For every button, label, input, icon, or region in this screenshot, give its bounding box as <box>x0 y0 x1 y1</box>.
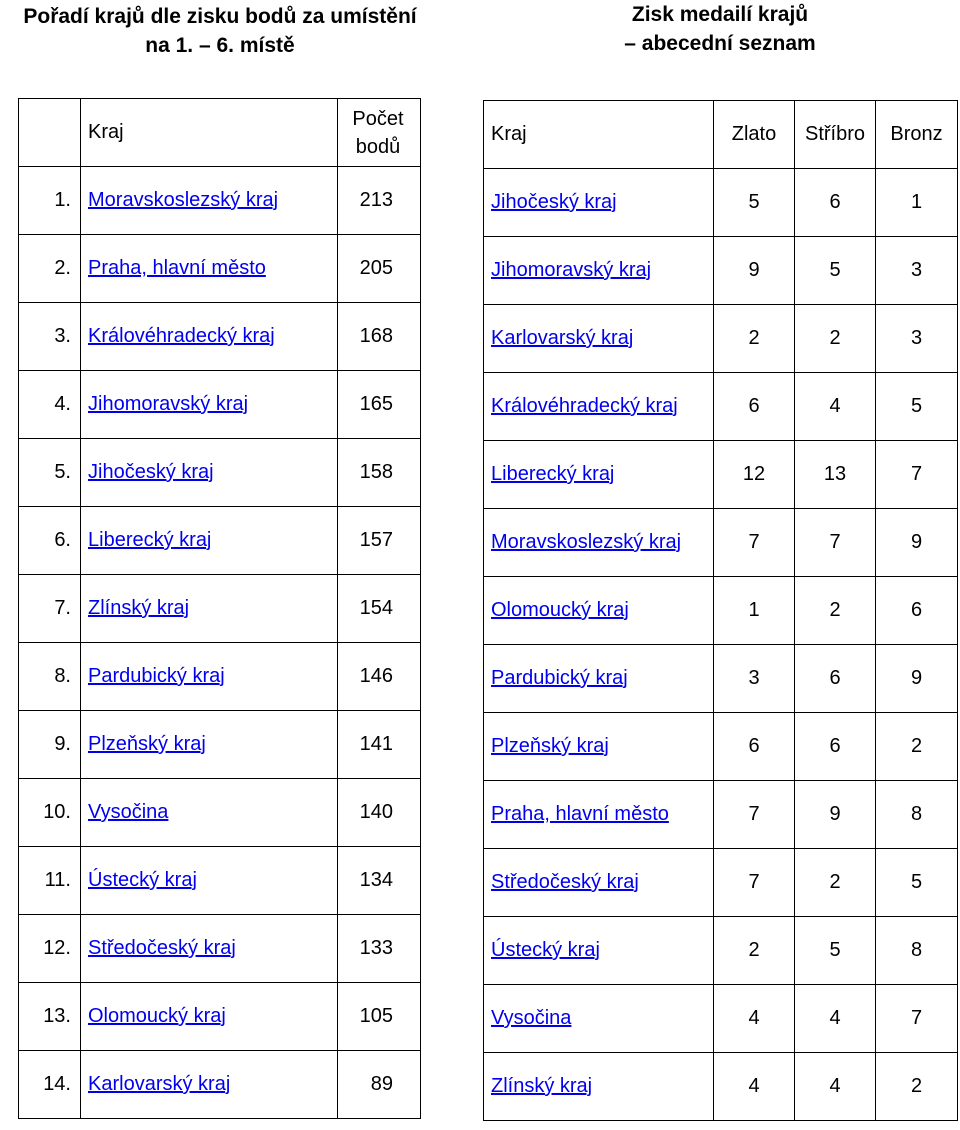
silver-cell: 6 <box>795 713 876 781</box>
region-link[interactable]: Liberecký kraj <box>491 463 615 485</box>
region-link[interactable]: Jihočeský kraj <box>88 461 214 483</box>
silver-cell: 5 <box>795 917 876 985</box>
region-link[interactable]: Ústecký kraj <box>88 869 197 891</box>
bronze-cell: 1 <box>876 169 958 237</box>
region-link[interactable]: Praha, hlavní město <box>491 803 669 825</box>
silver-cell: 7 <box>795 509 876 577</box>
bronze-cell: 7 <box>876 441 958 509</box>
ranking-row <box>19 575 421 643</box>
points-cell: 134 <box>338 847 421 915</box>
ranking-row <box>19 983 421 1051</box>
region-link[interactable]: Zlínský kraj <box>491 1075 593 1097</box>
region-link[interactable]: Královéhradecký kraj <box>491 395 678 417</box>
silver-cell: 5 <box>795 237 876 305</box>
medals-row <box>484 509 958 577</box>
points-cell: 133 <box>338 915 421 983</box>
kraj-header: Kraj <box>81 99 338 167</box>
points-header-line1: Počet <box>352 107 404 130</box>
region-link[interactable]: Karlovarský kraj <box>491 327 634 349</box>
region-cell <box>484 849 714 917</box>
medals-header-row <box>484 101 958 169</box>
gold-cell: 9 <box>714 237 795 305</box>
rank-cell: 14. <box>19 1051 81 1119</box>
medals-row <box>484 373 958 441</box>
ranking-heading <box>0 2 440 60</box>
region-cell <box>81 303 338 371</box>
gold-cell: 7 <box>714 509 795 577</box>
region-cell <box>484 441 714 509</box>
region-cell <box>484 509 714 577</box>
rank-cell: 8. <box>19 643 81 711</box>
rank-cell: 13. <box>19 983 81 1051</box>
region-link[interactable]: Moravskoslezský kraj <box>88 189 279 211</box>
ranking-heading-line2: na 1. – 6. místě <box>145 34 295 57</box>
region-link[interactable]: Plzeňský kraj <box>491 735 609 757</box>
region-link[interactable]: Jihomoravský kraj <box>491 259 652 281</box>
gold-cell: 7 <box>714 849 795 917</box>
medals-heading-line1: Zisk medailí krajů <box>631 3 809 26</box>
ranking-header-row <box>19 99 421 167</box>
points-cell: 141 <box>338 711 421 779</box>
medals-row <box>484 917 958 985</box>
region-cell <box>81 983 338 1051</box>
rank-cell: 3. <box>19 303 81 371</box>
medals-row <box>484 781 958 849</box>
ranking-row <box>19 439 421 507</box>
region-link[interactable]: Olomoucký kraj <box>491 599 629 621</box>
medals-heading-line2: – abecední seznam <box>624 32 816 55</box>
region-cell <box>484 917 714 985</box>
silver-header: Stříbro <box>795 101 876 169</box>
silver-cell: 4 <box>795 373 876 441</box>
silver-cell: 2 <box>795 577 876 645</box>
region-link[interactable]: Pardubický kraj <box>491 667 628 689</box>
region-cell <box>484 237 714 305</box>
ranking-row <box>19 779 421 847</box>
gold-cell: 5 <box>714 169 795 237</box>
silver-cell: 6 <box>795 169 876 237</box>
ranking-heading-line1: Pořadí krajů dle zisku bodů za umístění <box>23 5 417 28</box>
silver-cell: 9 <box>795 781 876 849</box>
rank-cell: 4. <box>19 371 81 439</box>
region-cell <box>484 305 714 373</box>
rank-cell: 10. <box>19 779 81 847</box>
region-cell <box>484 1053 714 1121</box>
region-link[interactable]: Pardubický kraj <box>88 665 225 687</box>
region-cell <box>81 575 338 643</box>
ranking-row <box>19 915 421 983</box>
medals-row <box>484 713 958 781</box>
bronze-cell: 9 <box>876 509 958 577</box>
region-cell <box>81 1051 338 1119</box>
points-cell: 146 <box>338 643 421 711</box>
region-cell <box>484 781 714 849</box>
points-cell: 205 <box>338 235 421 303</box>
gold-cell: 4 <box>714 1053 795 1121</box>
region-cell <box>484 645 714 713</box>
medals-row <box>484 169 958 237</box>
ranking-row <box>19 847 421 915</box>
gold-cell: 1 <box>714 577 795 645</box>
gold-cell: 2 <box>714 917 795 985</box>
rank-cell: 12. <box>19 915 81 983</box>
gold-cell: 2 <box>714 305 795 373</box>
points-cell: 140 <box>338 779 421 847</box>
region-link[interactable]: Moravskoslezský kraj <box>491 531 682 553</box>
region-cell <box>81 915 338 983</box>
rank-cell: 11. <box>19 847 81 915</box>
points-cell: 154 <box>338 575 421 643</box>
region-link[interactable]: Jihomoravský kraj <box>88 393 249 415</box>
bronze-header: Bronz <box>876 101 958 169</box>
region-link[interactable]: Jihočeský kraj <box>491 191 617 213</box>
medals-row <box>484 237 958 305</box>
silver-cell: 2 <box>795 849 876 917</box>
region-link[interactable]: Karlovarský kraj <box>88 1073 231 1095</box>
points-cell: 157 <box>338 507 421 575</box>
ranking-row <box>19 235 421 303</box>
region-cell <box>81 847 338 915</box>
medals-row <box>484 441 958 509</box>
gold-cell: 7 <box>714 781 795 849</box>
region-link[interactable]: Ústecký kraj <box>491 939 600 961</box>
region-link[interactable]: Plzeňský kraj <box>88 733 206 755</box>
medals-row <box>484 305 958 373</box>
rank-cell: 1. <box>19 167 81 235</box>
bronze-cell: 2 <box>876 713 958 781</box>
region-link[interactable]: Královéhradecký kraj <box>88 325 275 347</box>
silver-cell: 4 <box>795 985 876 1053</box>
region-link[interactable]: Zlínský kraj <box>88 597 190 619</box>
ranking-row <box>19 711 421 779</box>
bronze-cell: 8 <box>876 781 958 849</box>
medals-row <box>484 985 958 1053</box>
region-link[interactable]: Liberecký kraj <box>88 529 212 551</box>
region-cell <box>484 169 714 237</box>
points-cell: 105 <box>338 983 421 1051</box>
bronze-cell: 6 <box>876 577 958 645</box>
gold-cell: 6 <box>714 373 795 441</box>
region-cell <box>81 235 338 303</box>
ranking-row <box>19 1051 421 1119</box>
gold-cell: 4 <box>714 985 795 1053</box>
region-cell <box>81 643 338 711</box>
bronze-cell: 5 <box>876 849 958 917</box>
gold-cell: 3 <box>714 645 795 713</box>
region-link[interactable]: Středočeský kraj <box>491 871 639 893</box>
region-cell <box>81 507 338 575</box>
bronze-cell: 2 <box>876 1053 958 1121</box>
rank-cell: 6. <box>19 507 81 575</box>
region-cell <box>484 713 714 781</box>
points-cell: 213 <box>338 167 421 235</box>
ranking-row <box>19 371 421 439</box>
region-cell <box>81 779 338 847</box>
bronze-cell: 5 <box>876 373 958 441</box>
points-header-line2: bodů <box>355 135 401 158</box>
ranking-row <box>19 167 421 235</box>
rank-cell: 7. <box>19 575 81 643</box>
medals-table <box>483 100 958 1121</box>
medals-row <box>484 645 958 713</box>
region-cell <box>484 577 714 645</box>
ranking-row <box>19 303 421 371</box>
rank-cell: 5. <box>19 439 81 507</box>
silver-cell: 2 <box>795 305 876 373</box>
region-link[interactable]: Vysočina <box>88 801 169 823</box>
silver-cell: 6 <box>795 645 876 713</box>
region-cell <box>81 167 338 235</box>
region-cell <box>81 439 338 507</box>
region-link[interactable]: Vysočina <box>491 1007 572 1029</box>
ranking-table <box>18 98 421 1119</box>
bronze-cell: 3 <box>876 237 958 305</box>
points-cell: 89 <box>338 1051 421 1119</box>
medals-row <box>484 1053 958 1121</box>
points-cell: 165 <box>338 371 421 439</box>
medals-heading <box>484 0 956 58</box>
bronze-cell: 3 <box>876 305 958 373</box>
gold-cell: 12 <box>714 441 795 509</box>
region-cell <box>81 371 338 439</box>
points-cell: 158 <box>338 439 421 507</box>
medals-row <box>484 577 958 645</box>
ranking-row <box>19 643 421 711</box>
rank-header-empty <box>19 99 81 167</box>
region-link[interactable]: Olomoucký kraj <box>88 1005 226 1027</box>
ranking-row <box>19 507 421 575</box>
bronze-cell: 8 <box>876 917 958 985</box>
bronze-cell: 7 <box>876 985 958 1053</box>
region-link[interactable]: Praha, hlavní město <box>88 257 266 279</box>
region-cell <box>484 985 714 1053</box>
silver-cell: 13 <box>795 441 876 509</box>
medals-row <box>484 849 958 917</box>
gold-header: Zlato <box>714 101 795 169</box>
silver-cell: 4 <box>795 1053 876 1121</box>
rank-cell: 9. <box>19 711 81 779</box>
points-header <box>338 99 421 167</box>
bronze-cell: 9 <box>876 645 958 713</box>
points-cell: 168 <box>338 303 421 371</box>
region-link[interactable]: Středočeský kraj <box>88 937 236 959</box>
rank-cell: 2. <box>19 235 81 303</box>
medals-kraj-header: Kraj <box>484 101 714 169</box>
gold-cell: 6 <box>714 713 795 781</box>
region-cell <box>484 373 714 441</box>
region-cell <box>81 711 338 779</box>
